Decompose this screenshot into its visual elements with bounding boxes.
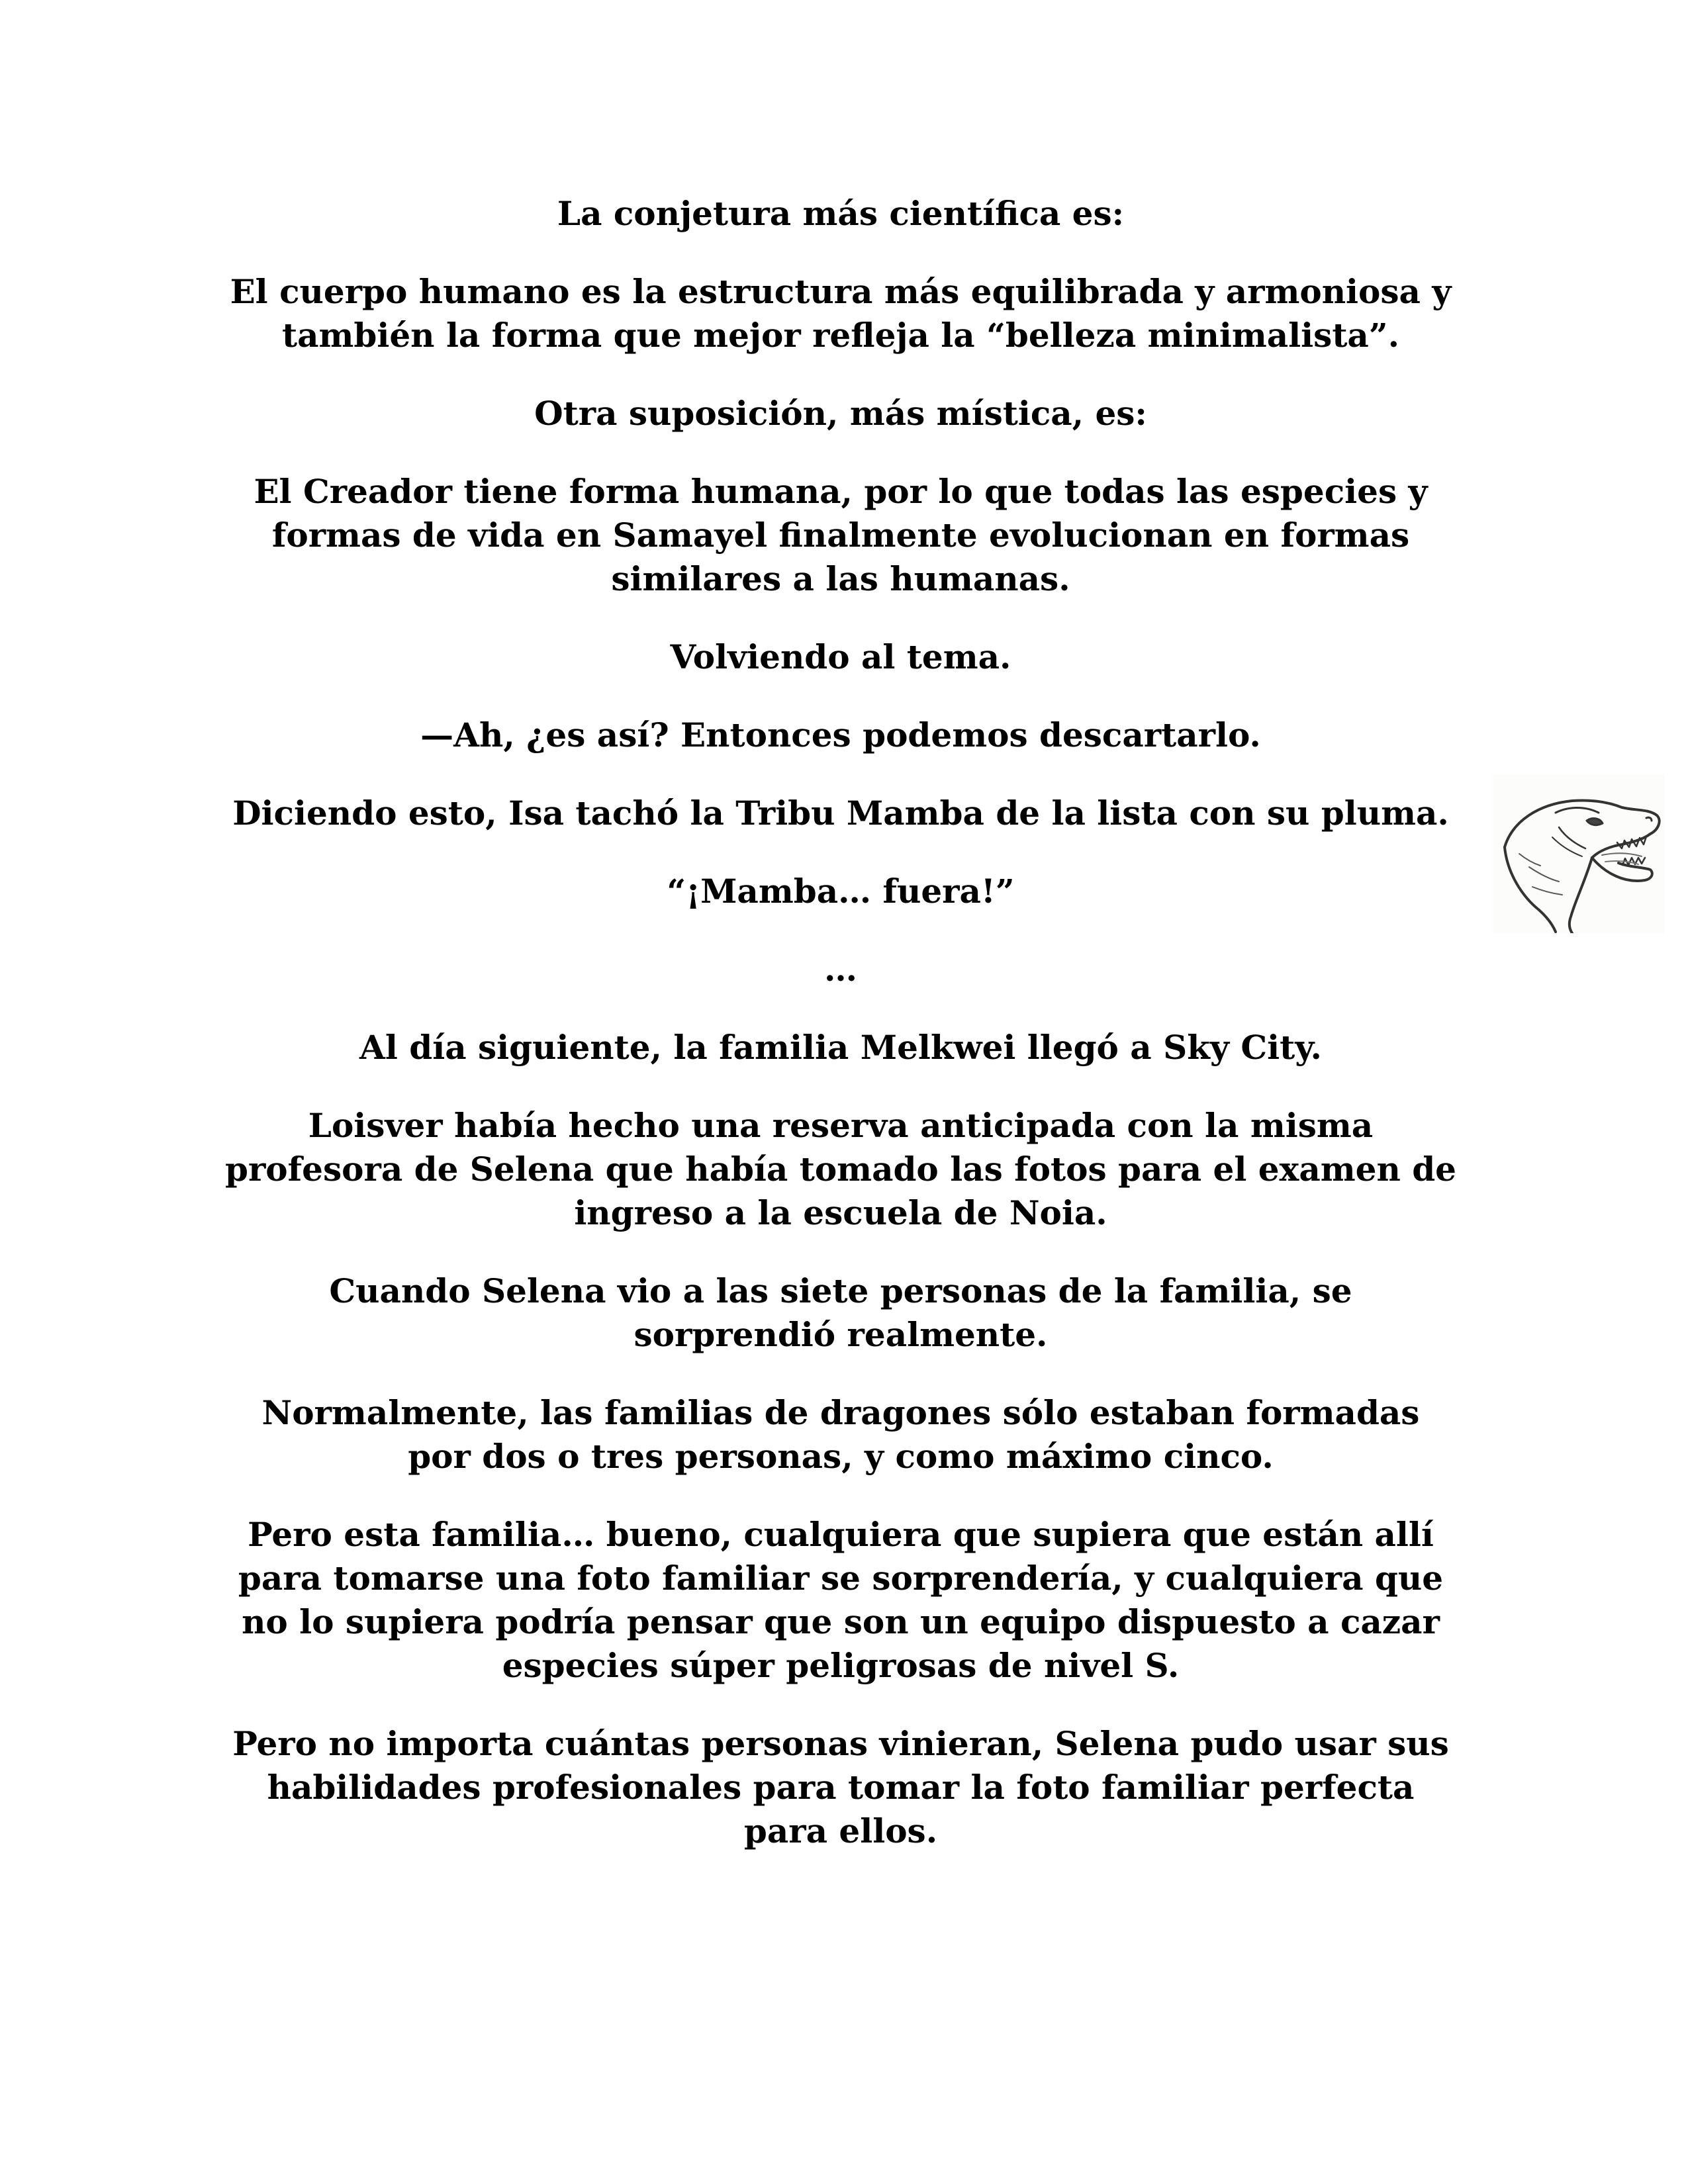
paragraph-15: Pero no importa cuántas personas vinieran, Selena pudo usar sus habilidades profesionales para tomar la foto familiar perfecta para ellos. <box>232 1724 1449 1850</box>
paragraph-5: Volviendo al tema. <box>670 637 1011 676</box>
paragraph-14: Pero esta familia… bueno, cualquiera que supiera que están allí para tomarse una foto familiar se sorprendería, y cualquiera que no lo supiera podría pensar que son un equipo dispuesto a cazar especies súper peligrosas de nivel S. <box>238 1515 1444 1685</box>
paragraph-1: La conjetura más científica es: <box>557 194 1125 233</box>
paragraph-4: El Creador tiene forma humana, por lo que todas las especies y formas de vida en Samayel finalmente evolucionan en formas similares a las humanas. <box>254 472 1428 598</box>
document-body <box>225 192 1456 1888</box>
paragraph-3: Otra suposición, más mística, es: <box>534 394 1147 433</box>
dinosaur-head-sketch-icon <box>1493 774 1665 933</box>
paragraph-9: … <box>824 950 857 989</box>
paragraph-2: El cuerpo humano es la estructura más equilibrada y armoniosa y también la forma que mejor refleja la “belleza minimalista”. <box>230 272 1452 355</box>
paragraph-10: Al día siguiente, la familia Melkwei llegó a Sky City. <box>359 1028 1322 1067</box>
paragraph-13: Normalmente, las familias de dragones sólo estaban formadas por dos o tres personas, y como máximo cinco. <box>261 1393 1420 1476</box>
paragraph-11: Loisver había hecho una reserva anticipada con la misma profesora de Selena que había tomado las fotos para el examen de ingreso a la escuela de Noia. <box>225 1106 1456 1232</box>
paragraph-8: “¡Mamba… fuera!” <box>667 872 1015 911</box>
paragraph-7: Diciendo esto, Isa tachó la Tribu Mamba de la lista con su pluma. <box>232 794 1449 833</box>
paragraph-6: —Ah, ¿es así? Entonces podemos descartarlo. <box>420 715 1261 754</box>
paragraph-12: Cuando Selena vio a las siete personas de la familia, se sorprendió realmente. <box>329 1271 1352 1354</box>
